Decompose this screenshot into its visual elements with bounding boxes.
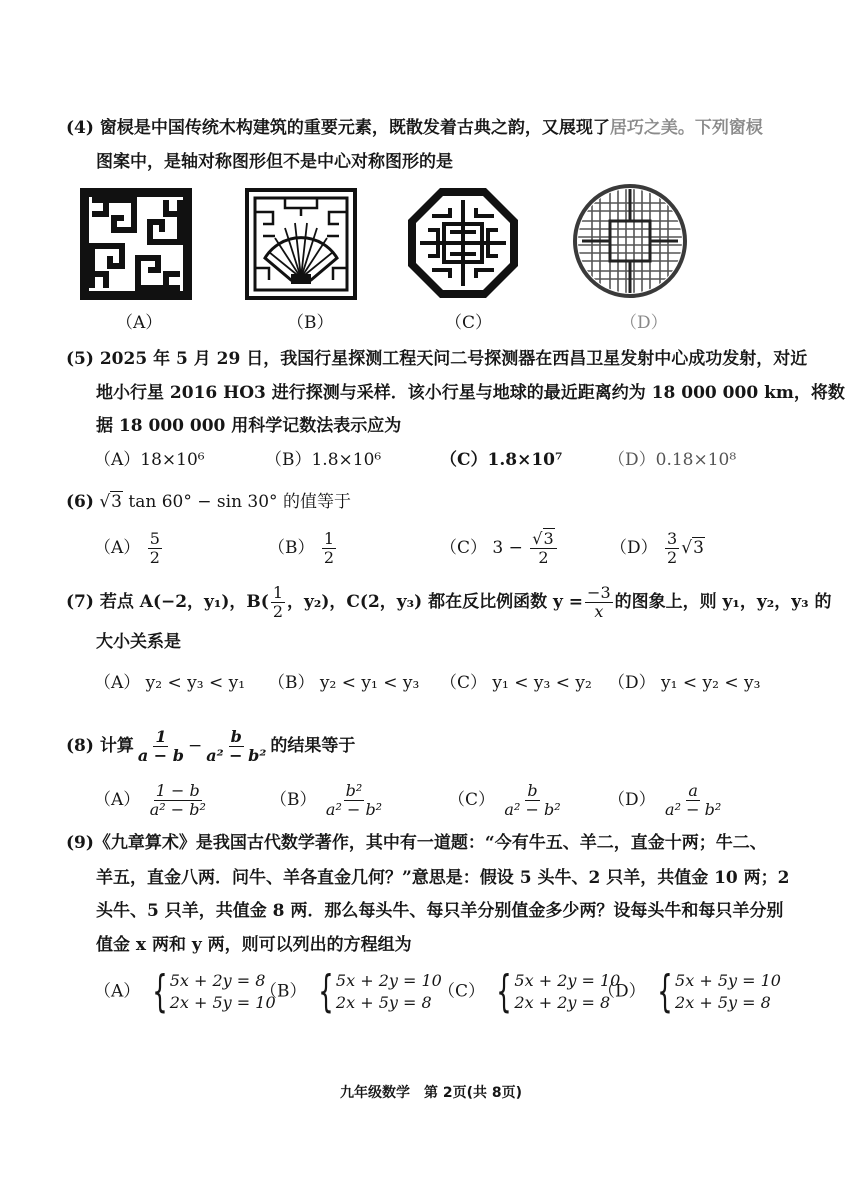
q9-option-b [260,966,442,1017]
q4-option-c-label: （C） [445,313,493,333]
q9-line2: 羊五，直金八两．问牛、羊各直金几何？”意思是：假设 5 头牛、2 只羊，共值金 10 两；2 [96,868,790,888]
q8-b-num: b² [345,781,363,800]
q6-sqrt-radicand: 3 [111,492,122,512]
q8-part2: 的结果等于 [270,736,356,756]
q8-f1-den: a − b [137,746,184,765]
q9-a-eq2: 2x + 5y = 10 [169,993,276,1012]
q7-b-fraction [271,584,285,621]
q6-d-den: 2 [667,548,678,567]
q6-c-den: 2 [538,548,549,567]
q6-option-b-label: （B） [268,538,315,558]
q8-option-b [270,782,386,819]
q8-minus: − [187,736,203,756]
q7-option-c: （C） y₁ < y₃ < y₂ [440,673,592,693]
q6-number: (6) [66,492,94,512]
q6-c-num-radicand: 3 [543,529,554,548]
q9-option-c-label: （C） [438,981,486,1002]
q5-option-b: （B）1.8×10⁶ [265,450,382,470]
q8-option-c-fraction [502,782,562,819]
q8-b-den: a² − b² [325,800,383,819]
left-brace-icon: { [318,966,334,1017]
q8-a-den: a² − b² [149,800,206,819]
q8-stem [66,728,355,765]
q9-option-d [598,966,781,1017]
q6-a-den: 2 [149,548,160,567]
q9-d-eq2: 2x + 5y = 8 [675,993,771,1012]
q7-part1: (7) 若点 A(−2，y₁)，B( [66,592,269,612]
q7-fn-num: −3 [587,583,611,602]
q7-stem [66,584,831,621]
q7-option-b: （B） y₂ < y₁ < y₃ [268,673,420,693]
q6-option-d-label: （D） [610,538,658,558]
q9-c-eq1: 5x + 2y = 10 [514,971,621,990]
q9-d-eq1: 5x + 5y = 10 [675,971,781,990]
q6-d-radicand: 3 [693,538,704,558]
q5-option-d: （D）0.18×10⁸ [608,450,737,470]
q8-fraction-1 [136,728,186,765]
q5-line2: 地小行星 2016 HO3 进行探测与采样．该小行星与地球的最近距离约为 18 000 000 km，将数 [96,383,845,403]
q6-option-d-fraction [665,530,679,567]
q7-option-a: （A） y₂ < y₃ < y₁ [94,673,246,693]
window-pattern-b-figure [245,188,357,300]
q8-option-d [608,782,725,819]
q6-option-a-fraction [148,530,162,567]
q9-b-eq2: 2x + 5y = 8 [335,993,432,1012]
q8-part1: (8) 计算 [66,736,134,756]
q6-d-num: 3 [667,529,678,548]
q6-stem: (6) √3 tan 60° − sin 30° 的值等于 [66,492,351,512]
q7-fn-den: x [594,602,604,621]
q4-line1 [66,118,763,138]
q6-option-c [440,530,559,567]
q8-f1-num: 1 [155,727,167,746]
q8-option-c [448,782,565,819]
q8-c-den: a² − b² [504,800,561,819]
left-brace-icon: { [657,966,673,1017]
q9-line4: 值金 x 两和 y 两，则可以列出的方程组为 [96,935,412,955]
q4-line1-faded: 居巧之美。下列窗棂 [609,118,763,138]
left-brace-icon: { [151,966,168,1017]
q8-option-c-label: （C） [448,790,496,810]
q6-option-c-fraction [530,530,556,567]
q9-option-a-label: （A） [94,981,141,1002]
q9-option-d-label: （D） [598,981,646,1002]
q8-option-a [94,782,210,819]
q6-a-num: 5 [149,529,160,548]
q6-option-c-pre: 3 − [492,538,523,558]
q7-function-fraction [585,584,613,621]
q7-b-den: 2 [272,602,284,621]
q4-line2: 图案中，是轴对称图形但不是中心对称图形的是 [96,152,453,172]
q6-b-num: 1 [323,529,335,548]
window-pattern-a-figure [80,188,192,300]
q5-line3: 据 18 000 000 用科学记数法表示应为 [96,416,402,436]
q4-option-d-label: （D） [620,313,668,333]
q9-option-a [94,966,276,1017]
q9-option-c [438,966,621,1017]
q9-line1: (9)《九章算术》是我国古代数学著作，其中有一道题：“今有牛五、羊二，直金十两；牛二、 [66,833,767,853]
q9-option-b-label: （B） [260,981,307,1002]
left-brace-icon: { [496,966,513,1017]
q5-line1: (5) 2025 年 5 月 29 日，我国行星探测工程天问二号探测器在西昌卫星发射中心成功发射，对近 [66,349,808,369]
q4-line1-text: (4) 窗棂是中国传统木构建筑的重要元素，既散发着古典之韵，又展现了 [66,118,610,138]
q9-option-b-system [312,966,442,1017]
q8-f2-num: b [230,727,242,746]
q7-part2: ，y₂)，C(2，y₃) 都在反比例函数 y = [287,592,584,612]
q8-a-num: 1 − b [155,781,200,800]
q6-option-c-label: （C） [440,538,488,558]
page-footer: 九年级数学 第 2页(共 8页) [339,1085,523,1101]
q8-option-b-label: （B） [270,790,317,810]
q8-option-d-label: （D） [608,790,656,810]
q7-b-num: 1 [272,583,284,602]
q7-option-d: （D） y₁ < y₂ < y₃ [608,673,761,693]
q5-option-a: （A）18×10⁶ [94,450,205,470]
q9-b-eq1: 5x + 2y = 10 [335,971,442,990]
q7-part3: 的图象上，则 y₁，y₂，y₃ 的 [614,592,832,612]
q8-c-num: b [527,781,538,800]
q6-stem-rest: tan 60° − sin 30° 的值等于 [128,492,351,512]
q8-option-a-fraction [148,782,208,819]
q6-c-num: √3 [530,530,556,549]
q8-option-d-fraction [663,782,723,819]
q6-option-a [94,530,164,567]
q8-option-a-label: （A） [94,790,141,810]
q4-option-a-label: （A） [116,313,163,333]
q9-c-eq2: 2x + 2y = 8 [514,993,611,1012]
window-pattern-d-figure [572,183,688,299]
q9-a-eq1: 5x + 2y = 8 [169,971,266,990]
q9-line3: 头牛、5 只羊，共值金 8 两．那么每头牛、每只羊分别值金多少两？设每头牛和每只羊分别 [96,901,784,921]
q8-f2-den: a² − b² [206,746,267,765]
q6-option-b [268,530,338,567]
q7-line2: 大小关系是 [96,632,181,652]
q8-d-num: a [688,781,698,800]
q6-option-b-fraction [322,530,336,567]
q8-d-den: a² − b² [665,800,722,819]
q8-option-b-fraction [324,782,384,819]
q9-option-d-system [651,966,781,1017]
window-pattern-c-figure [406,186,520,300]
q6-option-d: （D） $\frac{3}{2}$ √3 [610,529,704,567]
q6-b-den: 2 [323,548,335,567]
q4-option-b-label: （B） [287,313,334,333]
q6-option-a-label: （A） [94,538,141,558]
q9-option-a-system [146,966,276,1017]
q5-option-c: （C）1.8×10⁷ [440,450,563,470]
q8-fraction-2 [204,728,268,765]
